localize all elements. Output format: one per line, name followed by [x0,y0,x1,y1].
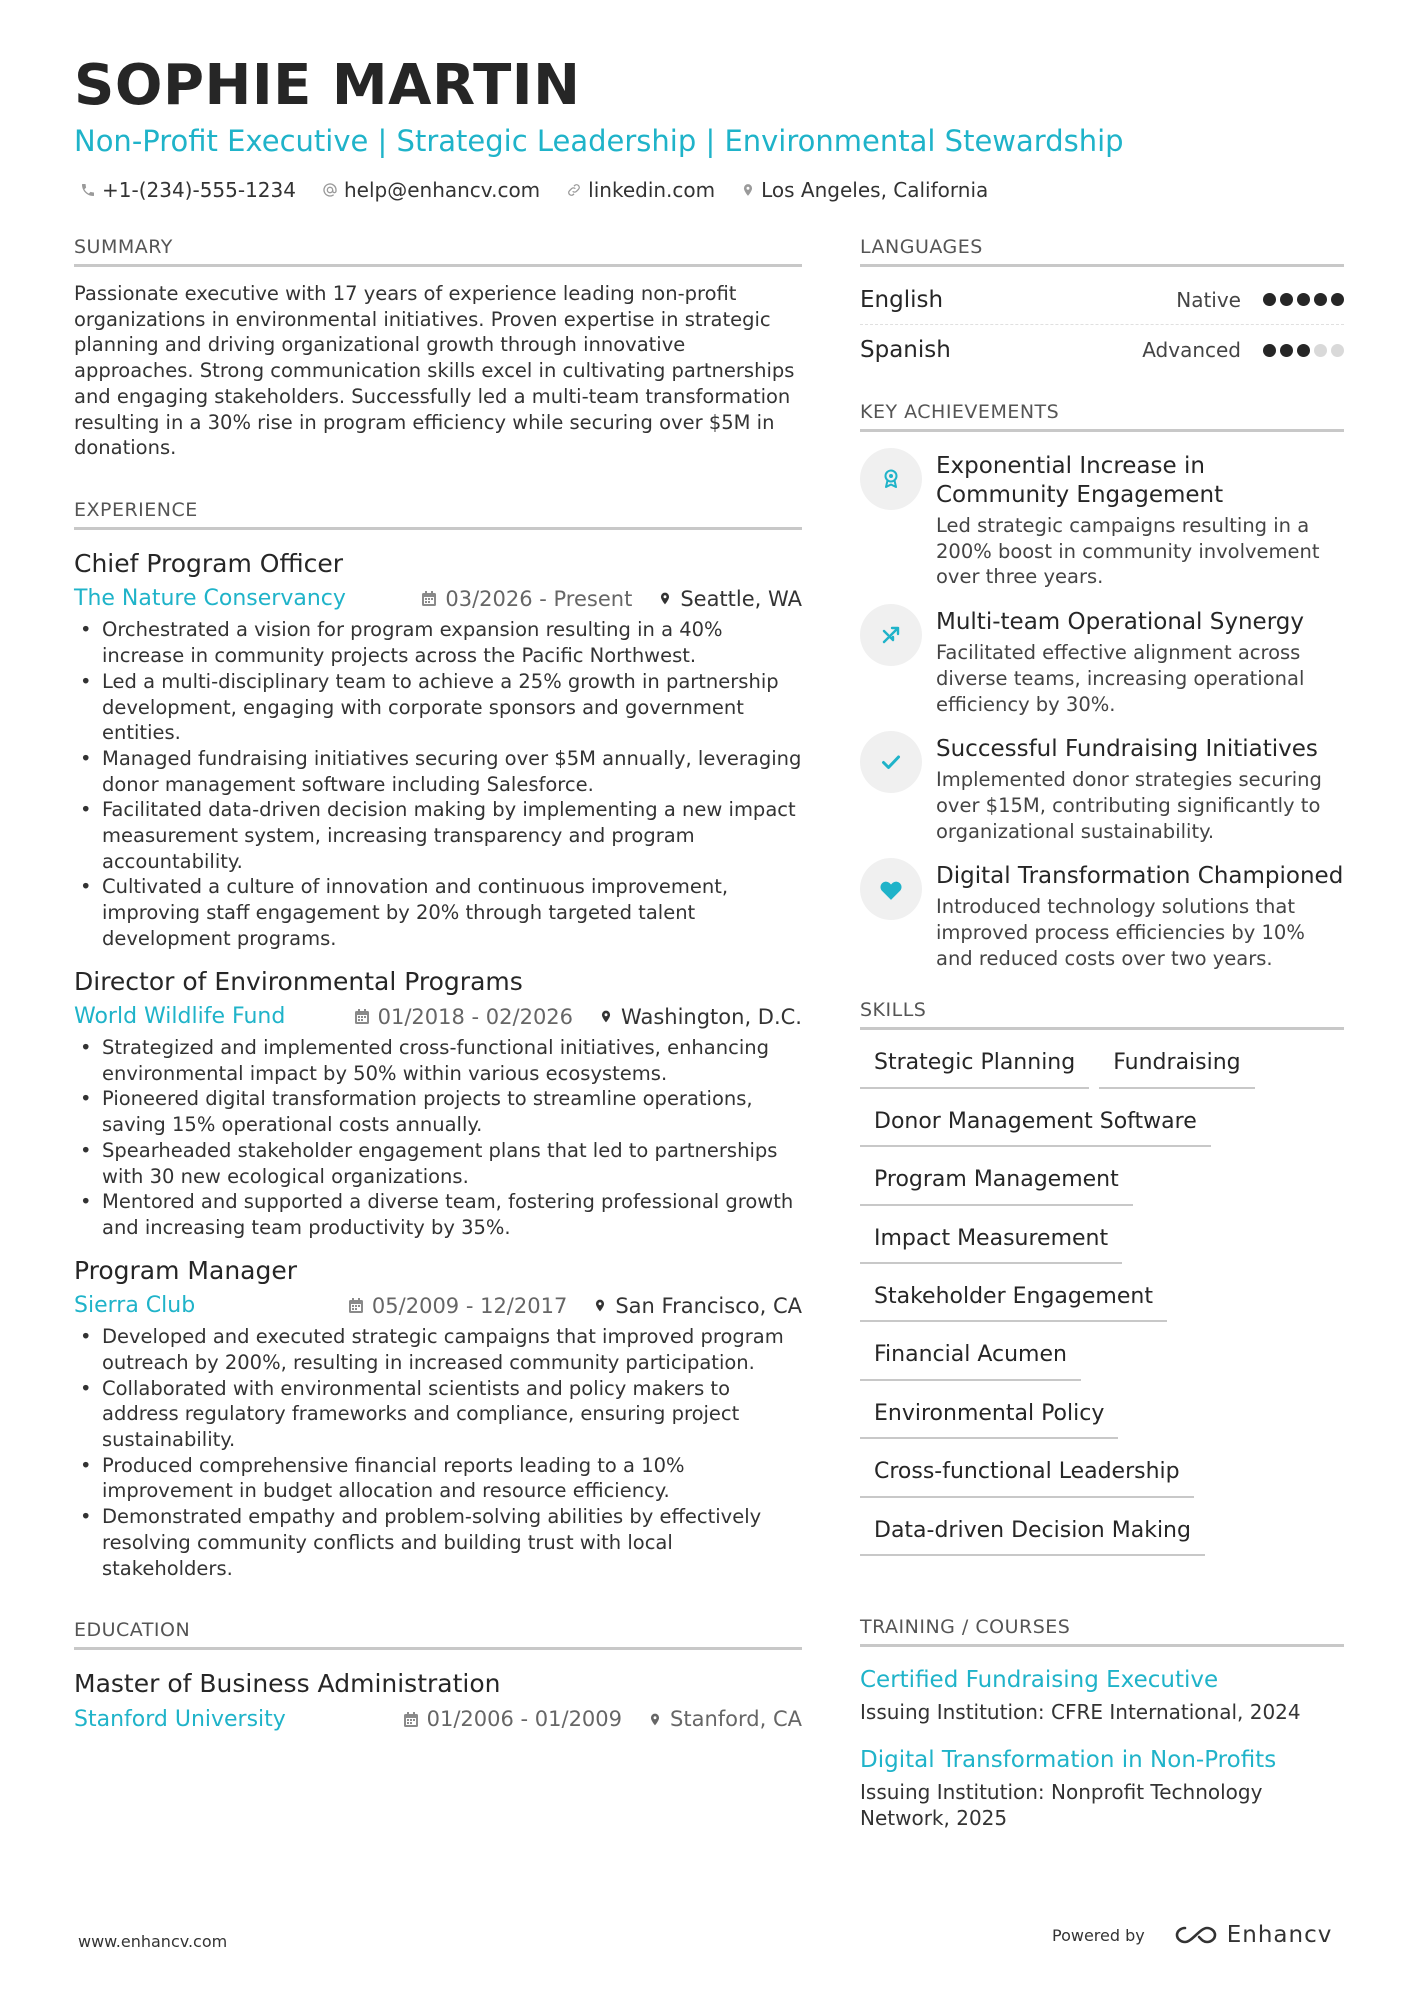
course-title: Certified Fundraising Executive [860,1666,1219,1693]
skill-tag: Fundraising [1099,1042,1254,1088]
company-name: World Wildlife Fund [74,1004,286,1030]
skill-tag: Program Management [860,1159,1133,1205]
bullet-item: • Strategized and implemented cross-functional initiatives, enhancing environmental impact by 50% within various ecosystems. [74,1035,802,1086]
heart-icon [860,858,922,920]
job-dates-text: 05/2009 - 12/2017 [371,1293,568,1318]
education-dates-text: 01/2006 - 01/2009 [426,1707,623,1732]
bullet-item: • Produced comprehensive financial reports leading to a 10% improvement in budget allocation and resource efficiency. [74,1453,802,1504]
education-item [74,1668,802,1732]
achievement-desc: Introduced technology solutions that improved process efficiencies by 10% and reduced costs over two years. [936,895,1305,970]
job-dates-text: 03/2026 - Present [445,586,633,611]
contact-linkedin[interactable] [566,178,715,202]
achievements-list [860,452,1344,971]
map-pin-icon [658,590,672,607]
location-text: Los Angeles, California [761,178,989,202]
brand-logo[interactable] [1173,1922,1333,1948]
calendar-icon [403,1711,419,1728]
education-meta [74,1707,802,1732]
rating-dot-filled [1314,293,1327,306]
job-location [599,1005,802,1029]
education-heading: EDUCATION [74,1619,802,1650]
experience-item [74,966,802,1241]
brand-name: Enhancv [1226,1922,1333,1948]
achievement-item [860,862,1344,971]
at-icon [322,182,338,198]
candidate-tagline: Non-Profit Executive | Strategic Leadership | Environmental Stewardship [74,124,1124,158]
skill-tag: Donor Management Software [860,1101,1211,1147]
footer-website[interactable]: www.enhancv.com [78,1932,228,1951]
skill-tag: Financial Acumen [860,1334,1081,1380]
achievement-desc: Implemented donor strategies securing over $15M, contributing significantly to organizational sustainability. [936,768,1322,843]
rating-dot-empty [1331,344,1344,357]
training-heading: TRAINING / COURSES [860,1616,1344,1647]
achievement-item [860,735,1344,844]
email-text: help@enhancv.com [343,178,541,202]
course-desc: Issuing Institution: CFRE International, 2024 [860,1699,1301,1724]
language-name: English [860,286,944,313]
languages-list [860,275,1344,375]
skill-tag: Strategic Planning [860,1042,1089,1088]
rating-dot-filled [1263,344,1276,357]
rating-dot-filled [1263,293,1276,306]
language-rating [1259,344,1344,357]
job-meta [74,586,802,611]
achievement-title: Exponential Increase in Community Engagement [936,453,1224,508]
bullet-item: • Mentored and supported a diverse team, fostering professional growth and increasing team productivity by 35%. [74,1189,802,1240]
candidate-name: SOPHIE MARTIN [74,53,581,118]
achievement-item [860,452,1344,590]
link-icon [566,182,582,198]
map-pin-icon [648,1711,662,1728]
calendar-icon [421,590,437,607]
achievements-heading: KEY ACHIEVEMENTS [860,401,1344,432]
language-level: Advanced [1142,338,1241,362]
bullet-item: • Demonstrated empathy and problem-solving abilities by effectively resolving community conflicts and building trust with local stakeholders. [74,1504,802,1581]
skill-tag: Impact Measurement [860,1218,1122,1264]
achievement-title: Multi-team Operational Synergy [936,609,1304,636]
skill-tag: Data-driven Decision Making [860,1510,1205,1556]
bullet-item: • Orchestrated a vision for program expansion resulting in a 40% increase in community projects across the Pacific Northwest. [74,617,802,668]
bullet-item: • Developed and executed strategic campaigns that improved program outreach by 200%, resulting in increased community participation. [74,1324,802,1375]
calendar-icon [348,1297,364,1314]
rating-dot-filled [1297,293,1310,306]
job-location-text: San Francisco, CA [615,1293,802,1318]
company-name: The Nature Conservancy [74,586,346,612]
skill-tag: Stakeholder Engagement [860,1276,1167,1322]
award-icon [860,448,922,510]
language-item [860,275,1344,325]
infinity-icon [1173,1924,1219,1946]
job-meta [74,1004,802,1029]
skill-tag: Environmental Policy [860,1393,1118,1439]
language-item [860,325,1344,375]
bullet-item: • Collaborated with environmental scientists and policy makers to address regulatory frameworks and compliance, ensuring project sustainability. [74,1376,802,1453]
course-title: Digital Transformation in Non-Profits [860,1746,1277,1773]
achievement-desc: Led strategic campaigns resulting in a 200% boost in community involvement over three years. [936,514,1320,589]
contact-bar [80,178,1014,202]
bullet-item: • Pioneered digital transformation projects to streamline operations, saving 15% operational costs annually. [74,1086,802,1137]
school-name: Stanford University [74,1706,286,1732]
achievement-item [860,608,1344,717]
phone-text: +1-(234)-555-1234 [102,178,296,202]
experience-item [74,1255,802,1582]
job-location-text: Washington, D.C. [621,1004,802,1029]
summary-heading: SUMMARY [74,236,802,267]
bullet-item: • Spearheaded stakeholder engagement plans that led to partnerships with 30 new ecological organizations. [74,1138,802,1189]
job-title: Program Manager [74,1255,298,1285]
achievement-title: Digital Transformation Championed [936,863,1344,890]
education-location-text: Stanford, CA [670,1707,802,1732]
job-title: Director of Environmental Programs [74,966,523,996]
job-dates-text: 01/2018 - 02/2026 [377,1004,574,1029]
job-meta [74,1293,802,1318]
rating-dot-filled [1280,293,1293,306]
skills-heading: SKILLS [860,999,1344,1030]
training-list [860,1665,1344,1831]
job-dates [348,1294,567,1318]
language-level: Native [1176,287,1241,312]
bullet-item: • Led a multi-disciplinary team to achieve a 25% growth in partnership development, engaging with corporate sponsors and government entities. [74,669,802,746]
check-icon [860,731,922,793]
bullet-item: • Cultivated a culture of innovation and continuous improvement, improving staff engagement by 20% through targeted talent development programs. [74,874,802,951]
left-column [74,236,802,1746]
job-dates [421,587,632,611]
job-location [658,587,802,611]
experience-item [74,548,802,952]
contact-location [741,178,988,202]
degree-title: Master of Business Administration [74,1669,501,1699]
language-rating [1259,293,1344,306]
bullet-item: • Facilitated data-driven decision making by implementing a new impact measurement system, increasing transparency and program accountability. [74,797,802,874]
experience-heading: EXPERIENCE [74,499,802,530]
phone-icon [80,182,96,198]
calendar-icon [354,1008,370,1025]
job-location [593,1294,802,1318]
course-item [860,1665,1344,1725]
job-dates [354,1005,573,1029]
arrows-icon [860,604,922,666]
job-bullets [74,617,802,951]
bullet-item: • Managed fundraising initiatives securing over $5M annually, leveraging donor management software including Salesforce. [74,746,802,797]
rating-dot-filled [1331,293,1344,306]
rating-dot-filled [1297,344,1310,357]
job-title: Chief Program Officer [74,548,344,578]
languages-heading: LANGUAGES [860,236,1344,267]
linkedin-text: linkedin.com [588,178,716,202]
skills-list [860,1042,1344,1568]
contact-phone [80,178,296,202]
rating-dot-filled [1280,344,1293,357]
achievement-desc: Facilitated effective alignment across diverse teams, increasing operational efficiency by 30%. [936,641,1305,716]
contact-email[interactable] [322,178,540,202]
course-desc: Issuing Institution: Nonprofit Technology Network, 2025 [860,1779,1263,1830]
map-pin-icon [741,182,755,198]
map-pin-icon [593,1297,607,1314]
map-pin-icon [599,1008,613,1025]
course-item [860,1745,1344,1831]
education-dates [403,1707,622,1731]
achievement-title: Successful Fundraising Initiatives [936,736,1318,763]
right-column [860,236,1344,1851]
job-bullets [74,1035,802,1241]
education-location [648,1707,802,1731]
summary-text: Passionate executive with 17 years of experience leading non-profit organizations in environmental initiatives. Proven expertise in strategic planning and driving organizational growth through innovative approaches. Strong communication skills excel in cultivating partnerships and engaging stakeholders. Successfully led a multi-team transformation resulting in a 30% rise in program efficiency while securing over $5M in donations. [74,282,795,460]
company-name: Sierra Club [74,1293,196,1319]
skill-tag: Cross-functional Leadership [860,1451,1194,1497]
footer-branding [1052,1922,1332,1948]
rating-dot-empty [1314,344,1327,357]
job-bullets [74,1324,802,1581]
powered-by-text: Powered by [1052,1925,1145,1945]
job-location-text: Seattle, WA [680,586,802,611]
language-name: Spanish [860,337,951,363]
